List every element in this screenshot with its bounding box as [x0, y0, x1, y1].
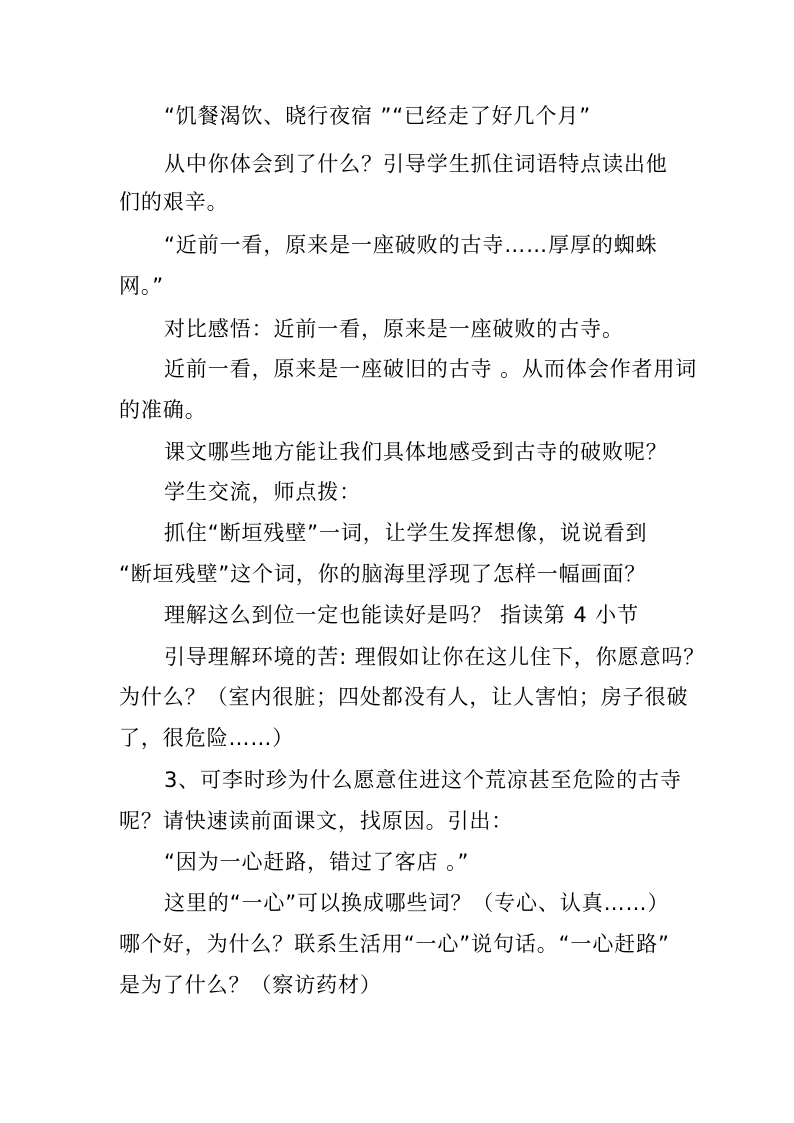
paragraph-line: 了，很危险……） [119, 726, 295, 750]
paragraph-line: 网。” [119, 274, 165, 298]
paragraph-line: 抓住“断垣残壁”一词，让学生发挥想像，说说看到 [164, 521, 648, 545]
paragraph-line: 的准确。 [119, 398, 207, 422]
paragraph-line: 学生交流，师点拨： [164, 480, 362, 504]
paragraph-line: 为什么？（室内很脏；四处都没有人，让人害怕；房子很破 [119, 685, 689, 709]
paragraph-line: 这里的“一心”可以换成哪些词？（专心、认真……） [164, 891, 670, 915]
paragraph-line: 呢？请快速读前面课文，找原因。引出： [119, 809, 514, 833]
paragraph-line: “因为一心赶路，错过了客店 。” [164, 850, 470, 874]
paragraph-line: 从中你体会到了什么？引导学生抓住词语特点读出他 [164, 152, 668, 176]
paragraph-line: “近前一看，原来是一座破败的古寺……厚厚的蜘蛛 [164, 233, 658, 257]
paragraph-line: 们的艰辛。 [119, 190, 229, 214]
paragraph-line: 理解这么到位一定也能读好是吗？ 指读第 4 小节 [164, 603, 639, 627]
paragraph-line: 哪个好，为什么？联系生活用“一心”说句话。“一心赶路” [119, 932, 670, 956]
paragraph-line: 3、可李时珍为什么愿意住进这个荒凉甚至危险的古寺 [164, 768, 682, 792]
paragraph-line: “饥餐渴饮、晓行夜宿 ”“已经走了好几个月” [164, 104, 591, 128]
paragraph-line: 近前一看，原来是一座破旧的古寺 。从而体会作者用词 [164, 357, 698, 381]
paragraph-line: 课文哪些地方能让我们具体地感受到古寺的破败呢？ [164, 440, 668, 464]
paragraph-line: 引导理解环境的苦: 理假如让你在这儿住下，你愿意吗？ [164, 645, 706, 669]
paragraph-line: 对比感悟：近前一看，原来是一座破败的古寺。 [164, 317, 624, 341]
paragraph-line: “断垣残壁”这个词，你的脑海里浮现了怎样一幅画面？ [119, 562, 647, 586]
paragraph-line: 是为了什么？（察访药材） [119, 973, 382, 997]
